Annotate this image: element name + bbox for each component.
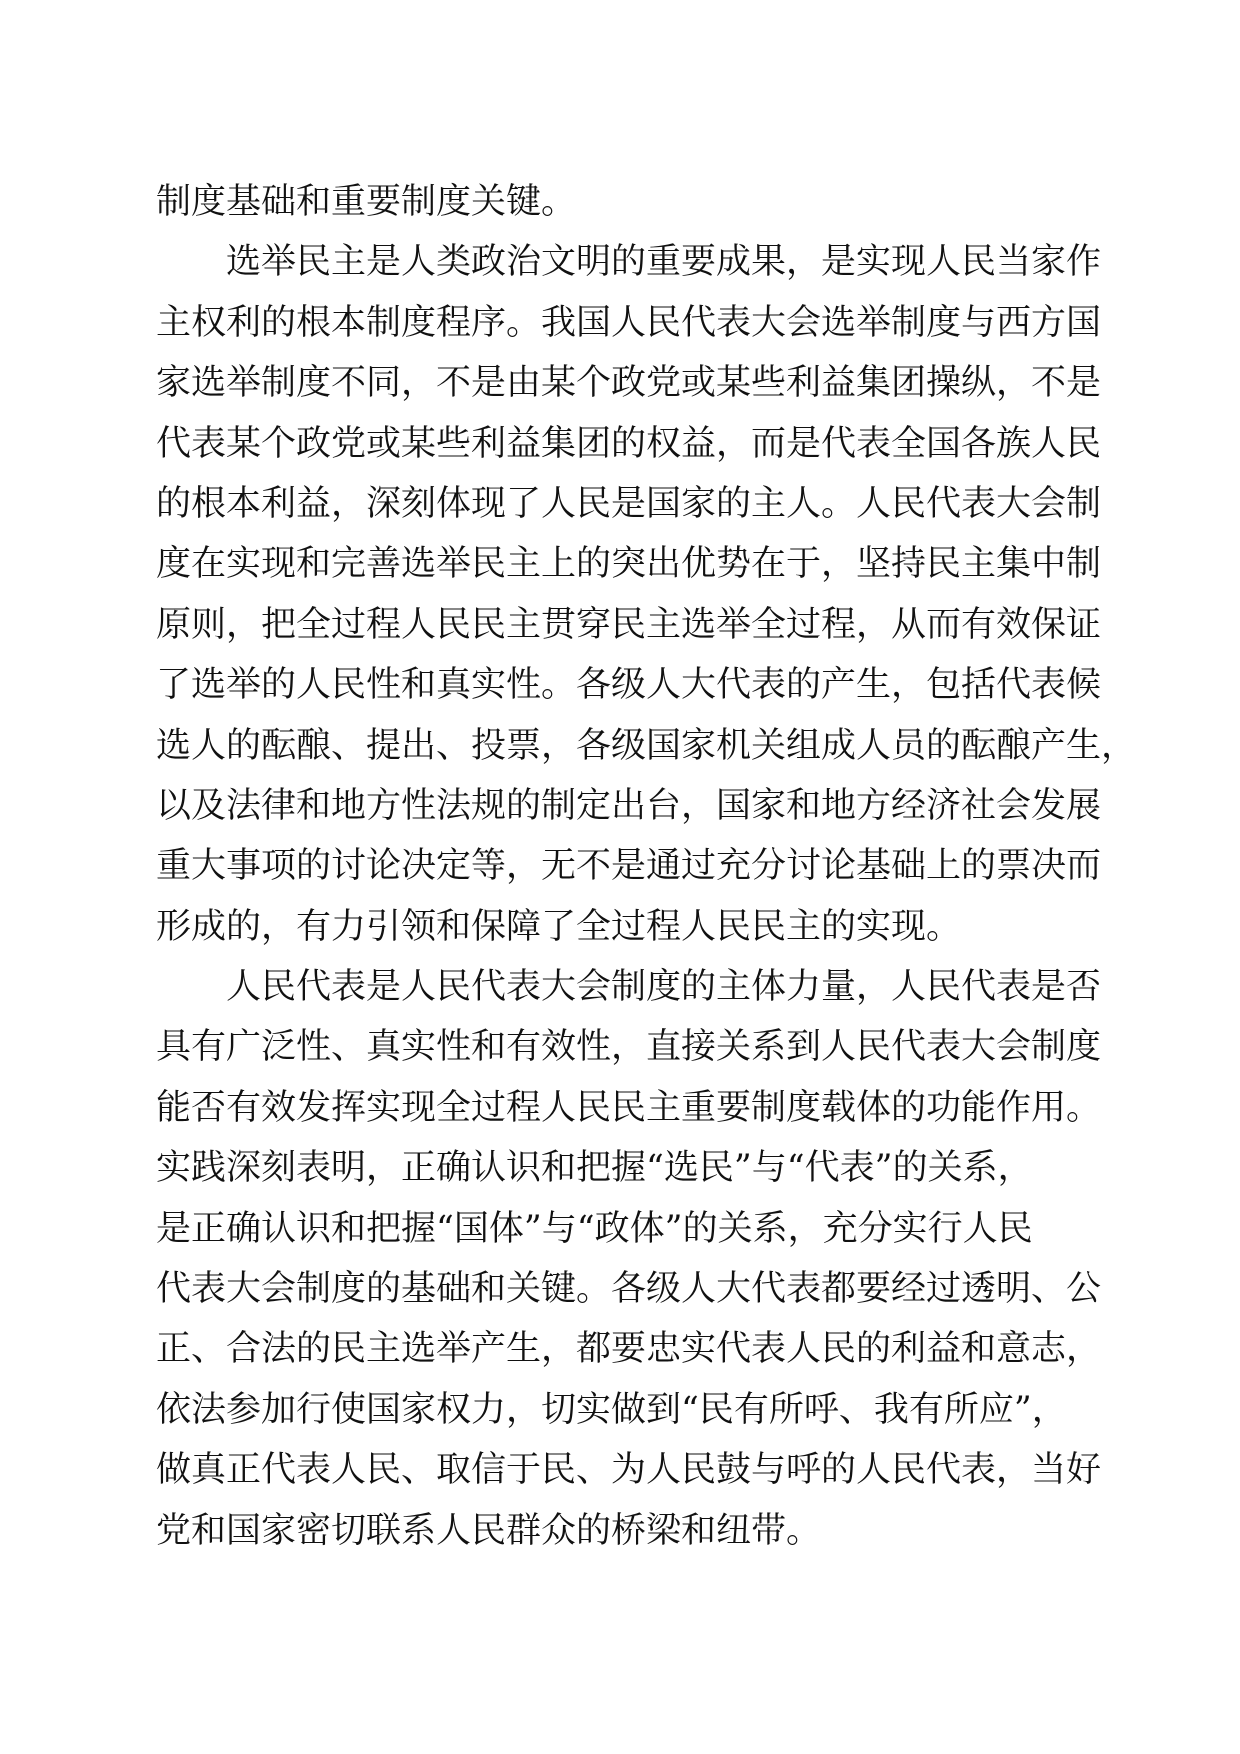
text-line: 依法参加行使国家权力，切实做到“民有所呼、我有所应”， — [156, 1389, 1067, 1430]
body-text — [156, 172, 1137, 1561]
text-line: 正、合法的民主选举产生，都要忠实代表人民的利益和意志， — [156, 1329, 1102, 1370]
text-line: 主权利的根本制度程序。我国人民代表大会选举制度与西方国 — [156, 302, 1102, 343]
text-line: 度在实现和完善选举民主上的突出优势在于，坚持民主集中制 — [156, 544, 1102, 585]
text-line: 原则，把全过程人民民主贯穿民主选举全过程，从而有效保证 — [156, 604, 1102, 645]
text-line: 了选举的人民性和真实性。各级人大代表的产生，包括代表候 — [156, 665, 1102, 706]
text-line: 实践深刻表明，正确认识和把握“选民”与“代表”的关系， — [156, 1148, 1033, 1189]
text-line: 重大事项的讨论决定等，无不是通过充分讨论基础上的票决而 — [156, 846, 1102, 887]
text-line: 党和国家密切联系人民群众的桥梁和纽带。 — [156, 1510, 822, 1551]
text-line: 代表某个政党或某些利益集团的权益，而是代表全国各族人民 — [156, 423, 1102, 464]
text-line: 人民代表是人民代表大会制度的主体力量，人民代表是否 — [226, 967, 1102, 1008]
text-line: 的根本利益，深刻体现了人民是国家的主人。人民代表大会制 — [156, 483, 1102, 524]
text-line: 家选举制度不同，不是由某个政党或某些利益集团操纵，不是 — [156, 363, 1102, 404]
text-line: 以及法律和地方性法规的制定出台，国家和地方经济社会发展 — [156, 785, 1102, 826]
text-line: 形成的，有力引领和保障了全过程人民民主的实现。 — [156, 906, 962, 947]
text-line: 做真正代表人民、取信于民、为人民鼓与呼的人民代表，当好 — [156, 1450, 1102, 1491]
text-line: 能否有效发挥实现全过程人民民主重要制度载体的功能作用。 — [156, 1087, 1102, 1128]
text-line: 是正确认识和把握“国体”与“政体”的关系，充分实行人民 — [156, 1208, 1033, 1249]
text-line: 具有广泛性、真实性和有效性，直接关系到人民代表大会制度 — [156, 1027, 1102, 1068]
text-line: 选举民主是人类政治文明的重要成果，是实现人民当家作 — [226, 242, 1102, 283]
text-line: 选人的酝酿、提出、投票，各级国家机关组成人员的酝酿产生， — [156, 725, 1137, 766]
text-line: 代表大会制度的基础和关键。各级人大代表都要经过透明、公 — [156, 1269, 1102, 1310]
text-line: 制度基础和重要制度关键。 — [156, 182, 577, 222]
